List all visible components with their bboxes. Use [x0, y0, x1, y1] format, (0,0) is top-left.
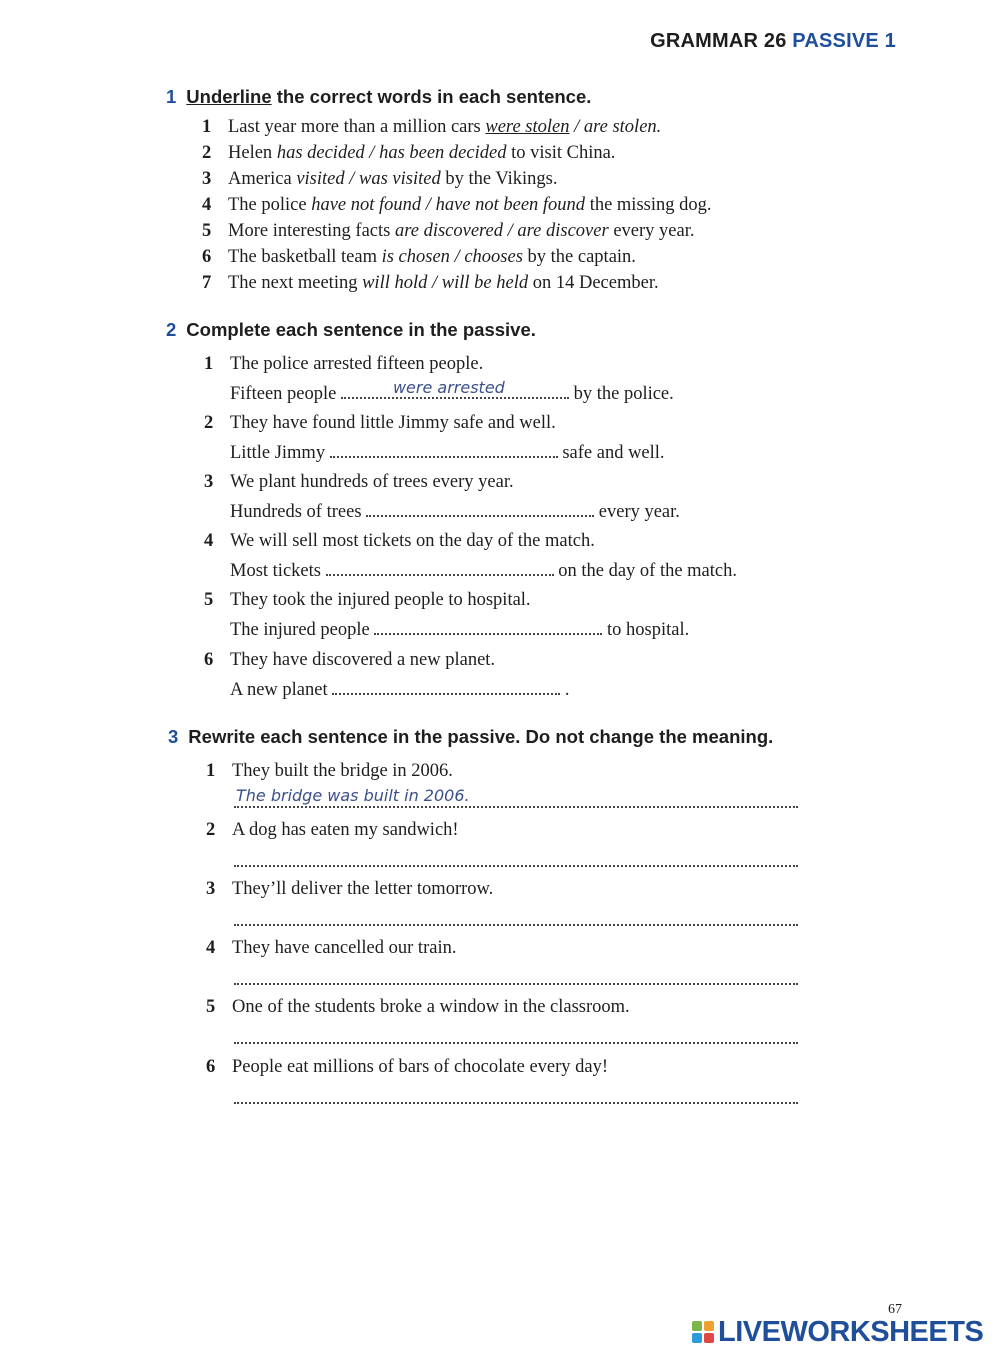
s2-item-3-answer-line: Hundreds of trees every year. — [230, 502, 680, 522]
s2-item-5-sentence: 5 They took the injured people to hospital. — [204, 590, 531, 610]
answer-text: were arrested — [392, 378, 505, 397]
option-a[interactable]: has decided — [276, 143, 365, 163]
s1-item-7: 7 The next meeting will hold / will be held on 14 December. — [202, 273, 659, 293]
option-b[interactable]: are discover — [517, 221, 609, 241]
header-grammar: GRAMMAR 26 — [650, 30, 787, 52]
s1-item-2: 2 Helen has decided / has been decided to visit China. — [202, 143, 616, 163]
s3-item-3-answer-blank[interactable] — [234, 906, 798, 926]
s2-item-1-answer-line: Fifteen people were arrested by the police. — [230, 378, 674, 404]
logo-icon — [692, 1321, 714, 1343]
section-number: 3 — [168, 726, 179, 747]
answer-blank[interactable] — [374, 619, 602, 635]
s3-item-2-sentence: 2 A dog has eaten my sandwich! — [206, 820, 459, 840]
header-topic: PASSIVE 1 — [792, 30, 896, 52]
s2-item-4-sentence: 4 We will sell most tickets on the day of the match. — [204, 531, 595, 551]
answer-blank[interactable] — [330, 442, 558, 458]
instruction-text: Rewrite each sentence in the passive. Do not change the meaning. — [188, 726, 774, 747]
s2-item-4-answer-line: Most tickets on the day of the match. — [230, 561, 737, 581]
liveworksheets-logo[interactable] — [692, 1316, 983, 1349]
answer-blank[interactable] — [332, 679, 560, 695]
s3-item-6-sentence: 6 People eat millions of bars of chocolate every day! — [206, 1057, 609, 1077]
s2-item-6-answer-line: A new planet . — [230, 680, 570, 700]
option-a[interactable]: are discovered — [394, 221, 504, 241]
option-b[interactable]: chooses — [464, 247, 523, 267]
s1-item-3: 3 America visited / was visited by the Vikings. — [202, 169, 558, 189]
s3-item-1-answer-blank[interactable] — [234, 788, 798, 808]
logo-text: LIVEWORKSHEETS — [718, 1316, 984, 1348]
instruction-text: Complete each sentence in the passive. — [186, 319, 536, 340]
s2-item-2-sentence: 2 They have found little Jimmy safe and well. — [204, 413, 556, 433]
answer-blank[interactable] — [341, 378, 569, 399]
option-a[interactable]: will hold — [362, 273, 428, 293]
option-b[interactable]: have not been found — [435, 195, 586, 215]
answer-text: The bridge was built in 2006. — [236, 786, 470, 805]
section-number: 2 — [166, 319, 177, 340]
s1-item-6: 6 The basketball team is chosen / chooses by the captain. — [202, 247, 636, 267]
s3-item-1-sentence: 1 They built the bridge in 2006. — [206, 761, 453, 781]
page-number: 67 — [888, 1302, 902, 1317]
s3-item-6-answer-blank[interactable] — [234, 1084, 798, 1104]
s3-item-2-answer-blank[interactable] — [234, 847, 798, 867]
s1-item-5: 5 More interesting facts are discovered / are discover every year. — [202, 221, 695, 241]
instruction-text: the correct words in each sentence. — [271, 86, 592, 107]
page-header — [650, 30, 896, 53]
instruction-underlined: Underline — [186, 86, 272, 107]
section-number: 1 — [166, 86, 177, 107]
s2-item-1-sentence: 1 The police arrested fifteen people. — [204, 354, 484, 374]
option-a[interactable]: have not found — [311, 195, 422, 215]
s2-item-5-answer-line: The injured people to hospital. — [230, 620, 690, 640]
answer-blank[interactable] — [366, 501, 594, 517]
section-3-title — [168, 726, 773, 748]
s2-item-3-sentence: 3 We plant hundreds of trees every year. — [204, 472, 514, 492]
s1-item-1: 1 Last year more than a million cars were stolen / are stolen. — [202, 117, 662, 137]
section-2-title — [166, 319, 536, 341]
s3-item-3-sentence: 3 They’ll deliver the letter tomorrow. — [206, 879, 494, 899]
option-b[interactable]: will be held — [441, 273, 529, 293]
option-a[interactable]: were stolen — [485, 117, 570, 137]
s2-item-2-answer-line: Little Jimmy safe and well. — [230, 443, 665, 463]
section-1-title — [166, 86, 591, 108]
option-a[interactable]: is chosen — [381, 247, 450, 267]
s3-item-4-answer-blank[interactable] — [234, 965, 798, 985]
option-b[interactable]: are stolen. — [583, 117, 662, 137]
s3-item-4-sentence: 4 They have cancelled our train. — [206, 938, 457, 958]
answer-blank[interactable] — [326, 560, 554, 576]
option-a[interactable]: visited — [296, 169, 345, 189]
option-b[interactable]: has been decided — [379, 143, 507, 163]
s1-item-4: 4 The police have not found / have not been found the missing dog. — [202, 195, 712, 215]
s3-item-5-answer-blank[interactable] — [234, 1024, 798, 1044]
s2-item-6-sentence: 6 They have discovered a new planet. — [204, 650, 496, 670]
s3-item-5-sentence: 5 One of the students broke a window in the classroom. — [206, 997, 630, 1017]
option-b[interactable]: was visited — [359, 169, 441, 189]
